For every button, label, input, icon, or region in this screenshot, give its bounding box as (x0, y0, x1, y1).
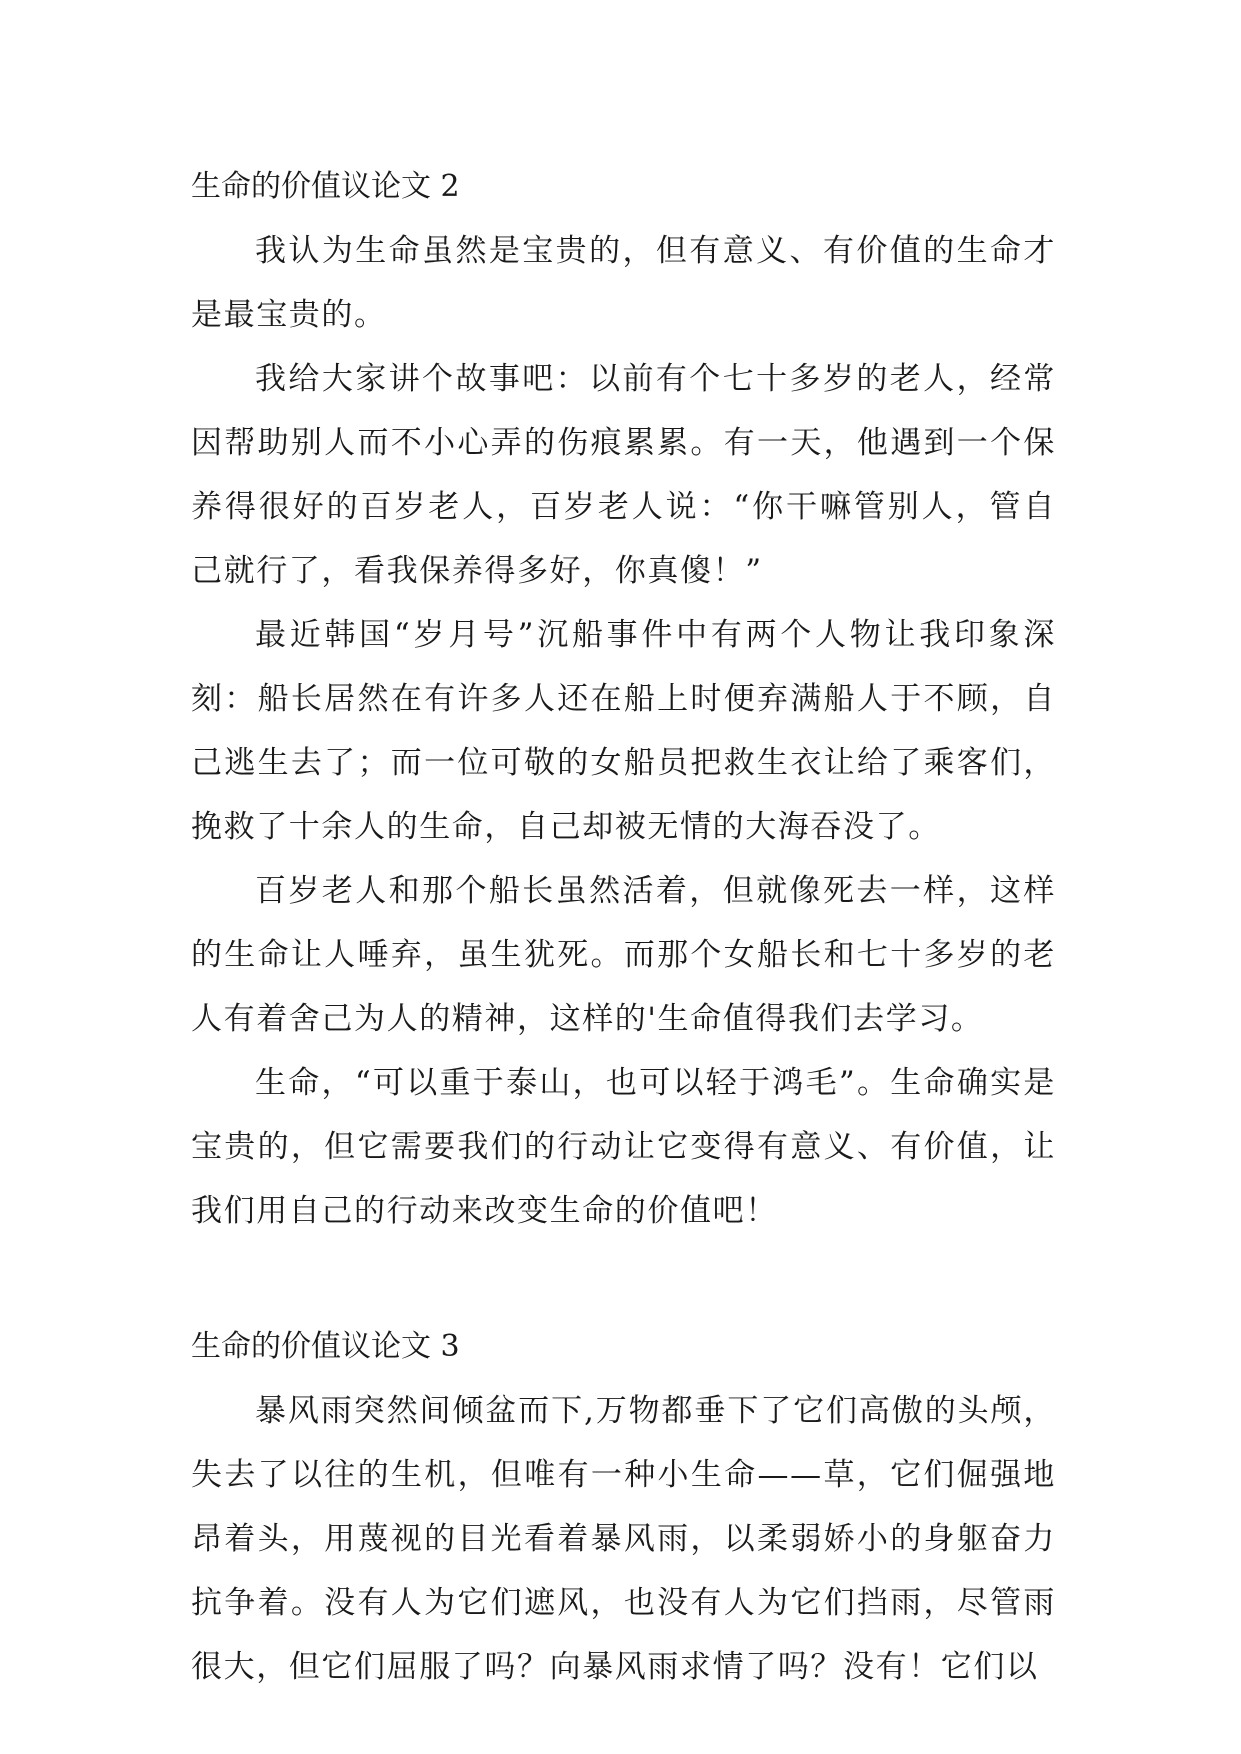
paragraph: 生命，“可以重于泰山，也可以轻于鸿毛”。生命确实是宝贵的，但它需要我们的行动让它变得有意义、有价值，让我们用自己的行动来改变生命的价值吧！ (191, 1065, 1056, 1229)
section-title: 生命的价值议论文 3 (191, 1329, 460, 1364)
paragraph: 我认为生命虽然是宝贵的，但有意义、有价值的生命才是最宝贵的。 (191, 233, 1056, 333)
section-title: 生命的价值议论文 2 (191, 169, 460, 204)
document-page (191, 155, 1056, 1699)
section-spacer (191, 1243, 1056, 1315)
essay-section-2 (191, 155, 1056, 1243)
paragraph: 最近韩国“岁月号”沉船事件中有两个人物让我印象深刻：船长居然在有许多人还在船上时便弃满船人于不顾，自己逃生去了；而一位可敬的女船员把救生衣让给了乘客们，挽救了十余人的生命，自己却被无情的大海吞没了。 (191, 617, 1056, 845)
essay-section-3 (191, 1315, 1056, 1699)
paragraph: 我给大家讲个故事吧：以前有个七十多岁的老人，经常因帮助别人而不小心弄的伤痕累累。有一天，他遇到一个保养得很好的百岁老人，百岁老人说：“你干嘛管别人，管自己就行了，看我保养得多好，你真傻！” (191, 361, 1056, 589)
paragraph: 百岁老人和那个船长虽然活着，但就像死去一样，这样的生命让人唾弃，虽生犹死。而那个女船长和七十多岁的老人有着舍己为人的精神，这样的'生命值得我们去学习。 (191, 873, 1056, 1037)
paragraph: 暴风雨突然间倾盆而下,万物都垂下了它们高傲的头颅，失去了以往的生机，但唯有一种小生命——草，它们倔强地昂着头，用蔑视的目光看着暴风雨，以柔弱娇小的身躯奋力抗争着。没有人为它们遮风，也没有人为它们挡雨，尽管雨很大，但它们屈服了吗？向暴风雨求情了吗？没有！它们以 (191, 1393, 1056, 1685)
